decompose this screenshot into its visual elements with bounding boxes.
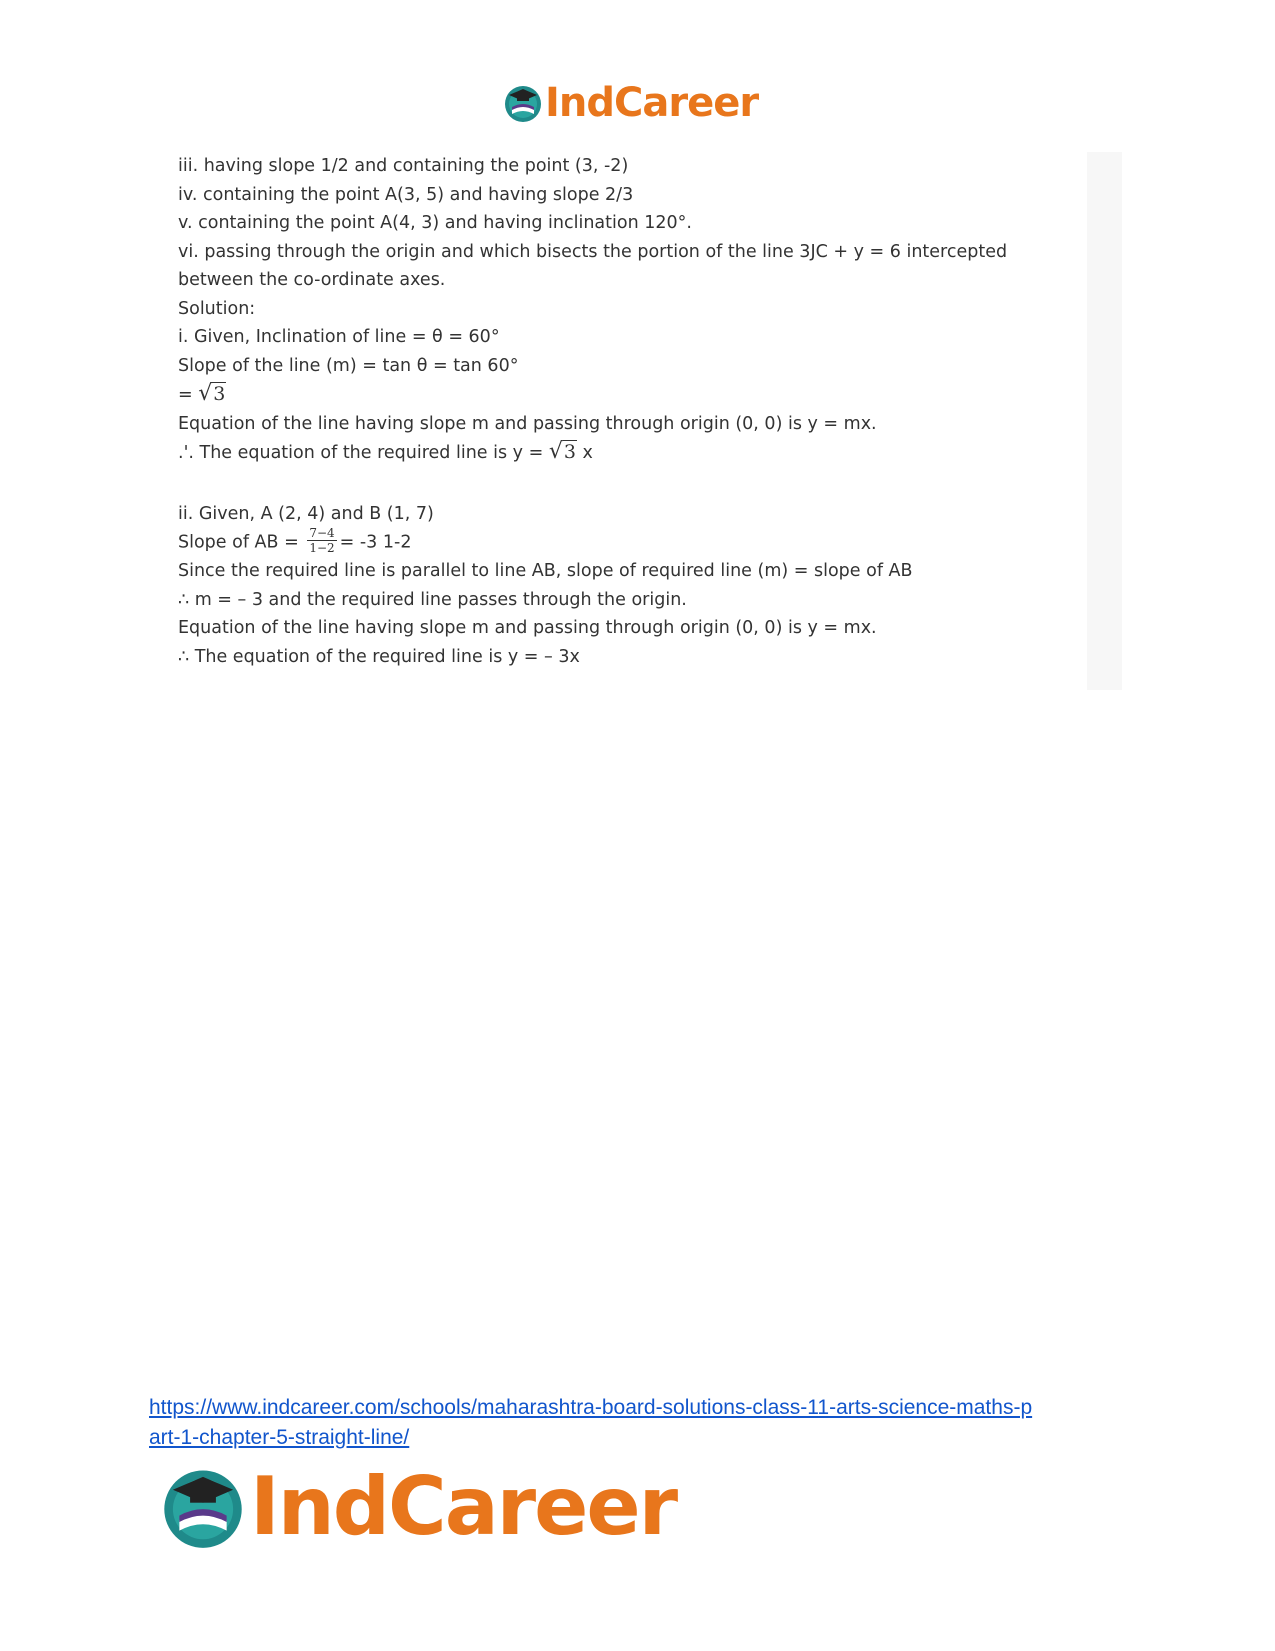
graduation-cap-globe-icon (503, 83, 543, 123)
final-equation-prefix: .'. The equation of the required line is y = (178, 443, 549, 463)
sqrt-expression: √3 (548, 439, 576, 464)
fraction-numerator: 7−4 (309, 526, 335, 540)
logo-text: IndCareer (250, 1460, 677, 1553)
slope-prefix: Slope of AB = (178, 532, 305, 553)
question-vi: vi. passing through the origin and which bisects the portion of the line 3JC + y = 6 intercepted (178, 241, 1008, 262)
question-iv: iv. containing the point A(3, 5) and having slope 2/3 (178, 184, 634, 205)
part-i-final-equation (178, 438, 1078, 468)
header-logo (503, 78, 758, 128)
part-i-equation-form: Equation of the line having slope m and passing through origin (0, 0) is y = mx. (178, 413, 877, 434)
part-i-slope: Slope of the line (m) = tan θ = tan 60° (178, 355, 519, 376)
source-url-link[interactable] (149, 1393, 1129, 1453)
logo-text: IndCareer (545, 80, 759, 126)
sqrt-argument: 3 (213, 383, 226, 405)
part-ii-slope (178, 528, 1078, 557)
part-ii-parallel: Since the required line is parallel to line AB, slope of required line (m) = slope of AB (178, 561, 913, 581)
equals-prefix: = (178, 385, 199, 405)
final-equation-suffix: x (576, 443, 593, 463)
scrollbar-track[interactable] (1087, 152, 1122, 690)
part-i-given: i. Given, Inclination of line = θ = 60° (178, 327, 500, 347)
solution-heading: Solution: (178, 298, 256, 319)
graduation-cap-globe-icon (160, 1464, 246, 1550)
question-iii: iii. having slope 1/2 and containing the point (3, -2) (178, 156, 629, 176)
document-content (178, 152, 1078, 671)
footer-logo (160, 1462, 676, 1552)
source-url-line-2: art-1-chapter-5-straight-line/ (149, 1426, 410, 1449)
question-v: v. containing the point A(4, 3) and having inclination 120°. (178, 213, 692, 233)
part-ii-given: ii. Given, A (2, 4) and B (1, 7) (178, 503, 434, 524)
sqrt-expression: √3 (198, 381, 226, 406)
source-url-line-1: https://www.indcareer.com/schools/maharashtra-board-solutions-class-11-arts-science-maths-p (149, 1396, 1033, 1419)
part-ii-final-equation: ∴ The equation of the required line is y = – 3x (178, 646, 580, 667)
fraction-denominator: 1−2 (309, 541, 335, 555)
part-ii-equation-form: Equation of the line having slope m and passing through origin (0, 0) is y = mx. (178, 618, 877, 638)
slope-fraction (307, 526, 336, 555)
part-ii-m-value: ∴ m = – 3 and the required line passes through the origin. (178, 589, 687, 610)
slope-suffix: = -3 1-2 (339, 532, 412, 553)
part-i-sqrt-result (178, 380, 1078, 410)
sqrt-argument: 3 (563, 441, 576, 463)
question-vi-continued: between the co-ordinate axes. (178, 270, 446, 290)
